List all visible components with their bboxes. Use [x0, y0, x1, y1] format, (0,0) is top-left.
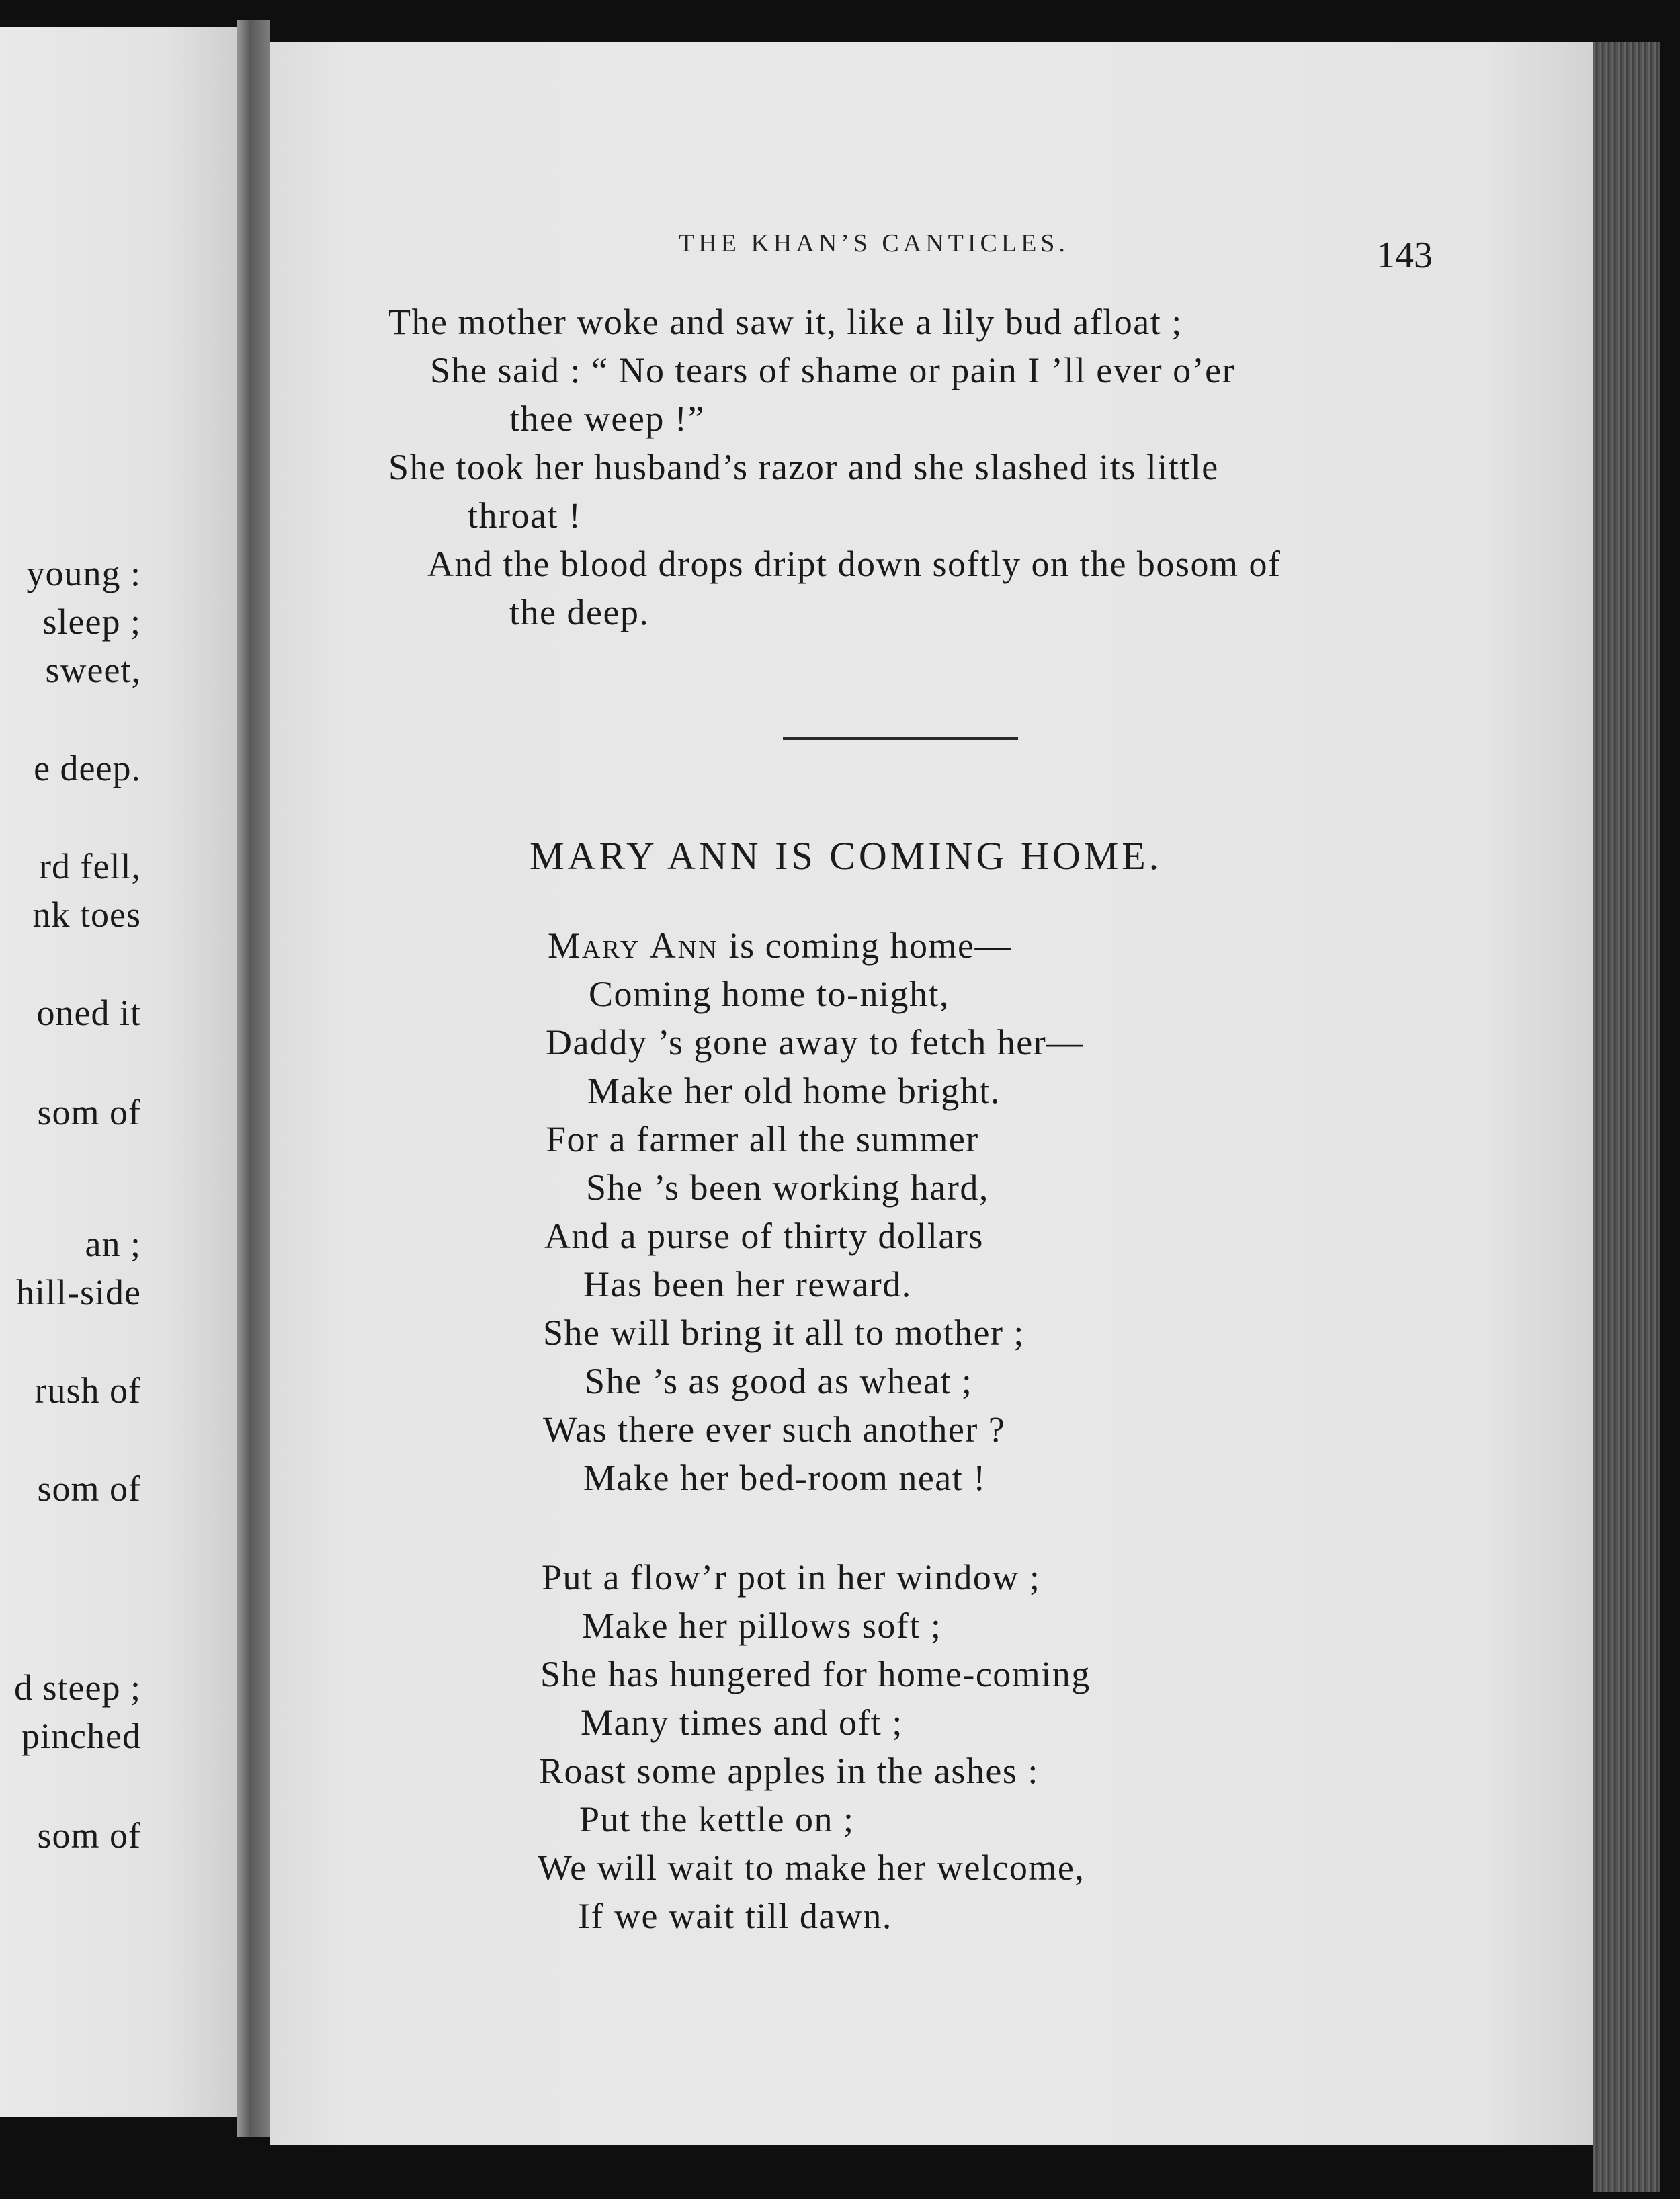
- verse-line: If we wait till dawn.: [578, 1896, 892, 1936]
- section-divider-rule: [783, 737, 1018, 740]
- left-page-text-fragment: sweet,: [45, 650, 141, 690]
- running-head: THE KHAN’S CANTICLES.: [679, 229, 1069, 257]
- left-facing-page: [0, 27, 237, 2117]
- left-page-text-fragment: e deep.: [34, 748, 141, 788]
- verse-line: She took her husband’s razor and she slashed its little: [388, 447, 1219, 487]
- verse-line: Put a flow’r pot in her window ;: [542, 1557, 1041, 1598]
- verse-line: Make her old home bright.: [587, 1071, 1001, 1111]
- left-page-text-fragment: rush of: [34, 1370, 141, 1411]
- verse-line: And a purse of thirty dollars: [544, 1216, 984, 1256]
- left-page-text-fragment: som of: [37, 1815, 141, 1856]
- verse-line: Roast some apples in the ashes :: [539, 1751, 1039, 1791]
- verse-line: Coming home to-night,: [589, 974, 950, 1014]
- page-number: 143: [1376, 235, 1433, 276]
- verse-line: thee weep !”: [509, 399, 705, 439]
- left-page-text-fragment: som of: [37, 1092, 141, 1132]
- verse-line: She said : “ No tears of shame or pain I ’ll ever o’er: [430, 350, 1236, 390]
- verse-line: Daddy ’s gone away to fetch her—: [546, 1022, 1084, 1063]
- left-page-text-fragment: rd fell,: [39, 846, 141, 886]
- verse-line: Make her pillows soft ;: [582, 1606, 942, 1646]
- verse-line: She ’s been working hard,: [586, 1167, 989, 1208]
- poem-title: MARY ANN IS COMING HOME.: [530, 834, 1163, 878]
- verse-line: the deep.: [509, 592, 650, 632]
- verse-line: And the blood drops dript down softly on the bosom of: [427, 544, 1282, 584]
- left-page-text-fragment: d steep ;: [14, 1667, 141, 1708]
- verse-line: She will bring it all to mother ;: [543, 1313, 1025, 1353]
- left-page-text-fragment: an ;: [85, 1224, 141, 1264]
- verse-line: She ’s as good as wheat ;: [585, 1361, 973, 1401]
- first-line-rest: is coming home—: [718, 925, 1013, 966]
- left-page-text-fragment: pinched: [22, 1716, 141, 1756]
- first-words-small-caps: Mary Ann: [548, 925, 719, 966]
- left-page-text-fragment: young :: [26, 553, 141, 593]
- verse-line: throat !: [468, 495, 582, 536]
- left-page-text-fragment: hill-side: [16, 1272, 141, 1313]
- page-edges: [1593, 42, 1660, 2192]
- verse-line: We will wait to make her welcome,: [538, 1848, 1085, 1888]
- left-page-text-fragment: sleep ;: [42, 601, 141, 642]
- verse-line: [548, 925, 1012, 966]
- verse-line: Has been her reward.: [583, 1264, 912, 1304]
- verse-line: Many times and oft ;: [581, 1702, 903, 1743]
- verse-line: She has hungered for home-coming: [540, 1654, 1091, 1694]
- book-gutter: [237, 20, 270, 2137]
- verse-line: The mother woke and saw it, like a lily bud afloat ;: [388, 302, 1183, 342]
- left-page-text-fragment: oned it: [36, 993, 141, 1033]
- verse-line: Was there ever such another ?: [543, 1409, 1006, 1450]
- verse-line: Put the kettle on ;: [579, 1799, 855, 1839]
- left-page-text-fragment: nk toes: [32, 895, 141, 935]
- verse-line: Make her bed-room neat !: [583, 1458, 986, 1498]
- left-page-text-fragment: som of: [37, 1468, 141, 1509]
- verse-line: For a farmer all the summer: [546, 1119, 979, 1159]
